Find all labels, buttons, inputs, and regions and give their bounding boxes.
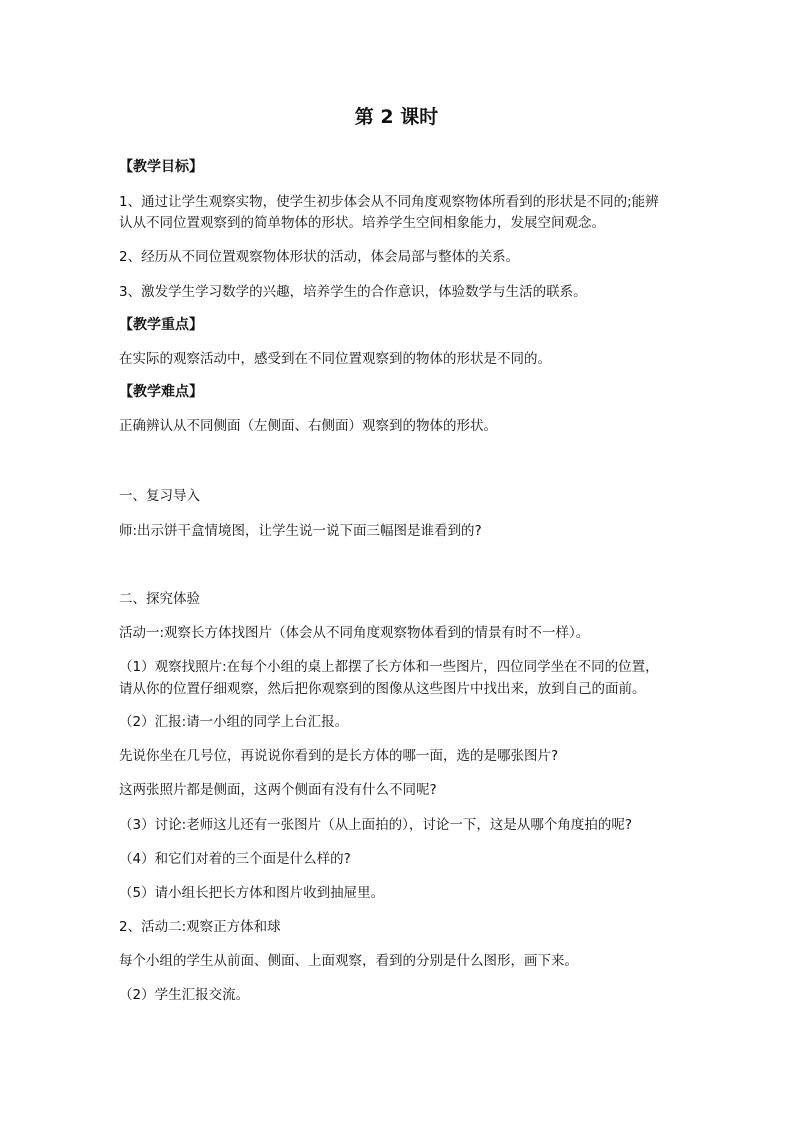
activity-1: 活动一:观察长方体找图片（体会从不同角度观察物体看到的情景有时不一样）。 — [119, 625, 590, 641]
step-2: （2）汇报:请一小组的同学上台汇报。 — [119, 714, 349, 730]
key-point-heading: 【教学重点】 — [119, 317, 203, 333]
difficulty-heading: 【教学难点】 — [119, 384, 203, 400]
question-2: 这两张照片都是侧面，这两个侧面有没有什么不同呢? — [119, 782, 437, 798]
step-4: （4）和它们对着的三个面是什么样的? — [119, 851, 351, 867]
activity-2-text: 每个小组的学生从前面、侧面、上面观察，看到的分别是什么图形，画下来。 — [119, 953, 578, 969]
goal-3: 3、激发学生学习数学的兴趣，培养学生的合作意识，体验数学与生活的联系。 — [119, 284, 587, 300]
part-1-text: 师:出示饼干盒情境图，让学生说一说下面三幅图是谁看到的? — [119, 523, 482, 539]
question-1: 先说你坐在几号位，再说说你看到的是长方体的哪一面，选的是哪张图片? — [119, 748, 559, 764]
difficulty-text: 正确辨认从不同侧面（左侧面、右侧面）观察到的物体的形状。 — [119, 418, 497, 434]
step-3: （3）讨论:老师这儿还有一张图片（从上面拍的），讨论一下，这是从哪个角度拍的呢? — [119, 817, 633, 833]
key-point-text: 在实际的观察活动中，感受到在不同位置观察到的物体的形状是不同的。 — [119, 351, 551, 367]
goal-1-line-2: 认从不同位置观察到的简单物体的形状。培养学生空间相象能力，发展空间观念。 — [119, 215, 605, 231]
step-5: （5）请小组长把长方体和图片收到抽屉里。 — [119, 885, 385, 901]
activity-2: 2、活动二:观察正方体和球 — [119, 919, 281, 935]
goals-heading: 【教学目标】 — [119, 159, 203, 175]
page-title: 第 2 课时 — [354, 106, 439, 128]
step-1-line-2: 请从你的位置仔细观察，然后把你观察到的图像从这些图片中找出来，放到自己的面前。 — [119, 681, 646, 697]
activity-2-step-2: （2）学生汇报交流。 — [119, 987, 250, 1003]
part-1-heading: 一、复习导入 — [119, 488, 200, 504]
goal-1-line-1: 1、通过让学生观察实物，使学生初步体会从不同角度观察物体所看到的形状是不同的;能辨 — [119, 194, 659, 210]
goal-2: 2、经历从不同位置观察物体形状的活动，体会局部与整体的关系。 — [119, 249, 520, 265]
step-1-line-1: （1）观察找照片:在每个小组的桌上都摆了长方体和一些图片，四位同学坐在不同的位置， — [119, 659, 659, 675]
part-2-heading: 二、探究体验 — [119, 591, 200, 607]
